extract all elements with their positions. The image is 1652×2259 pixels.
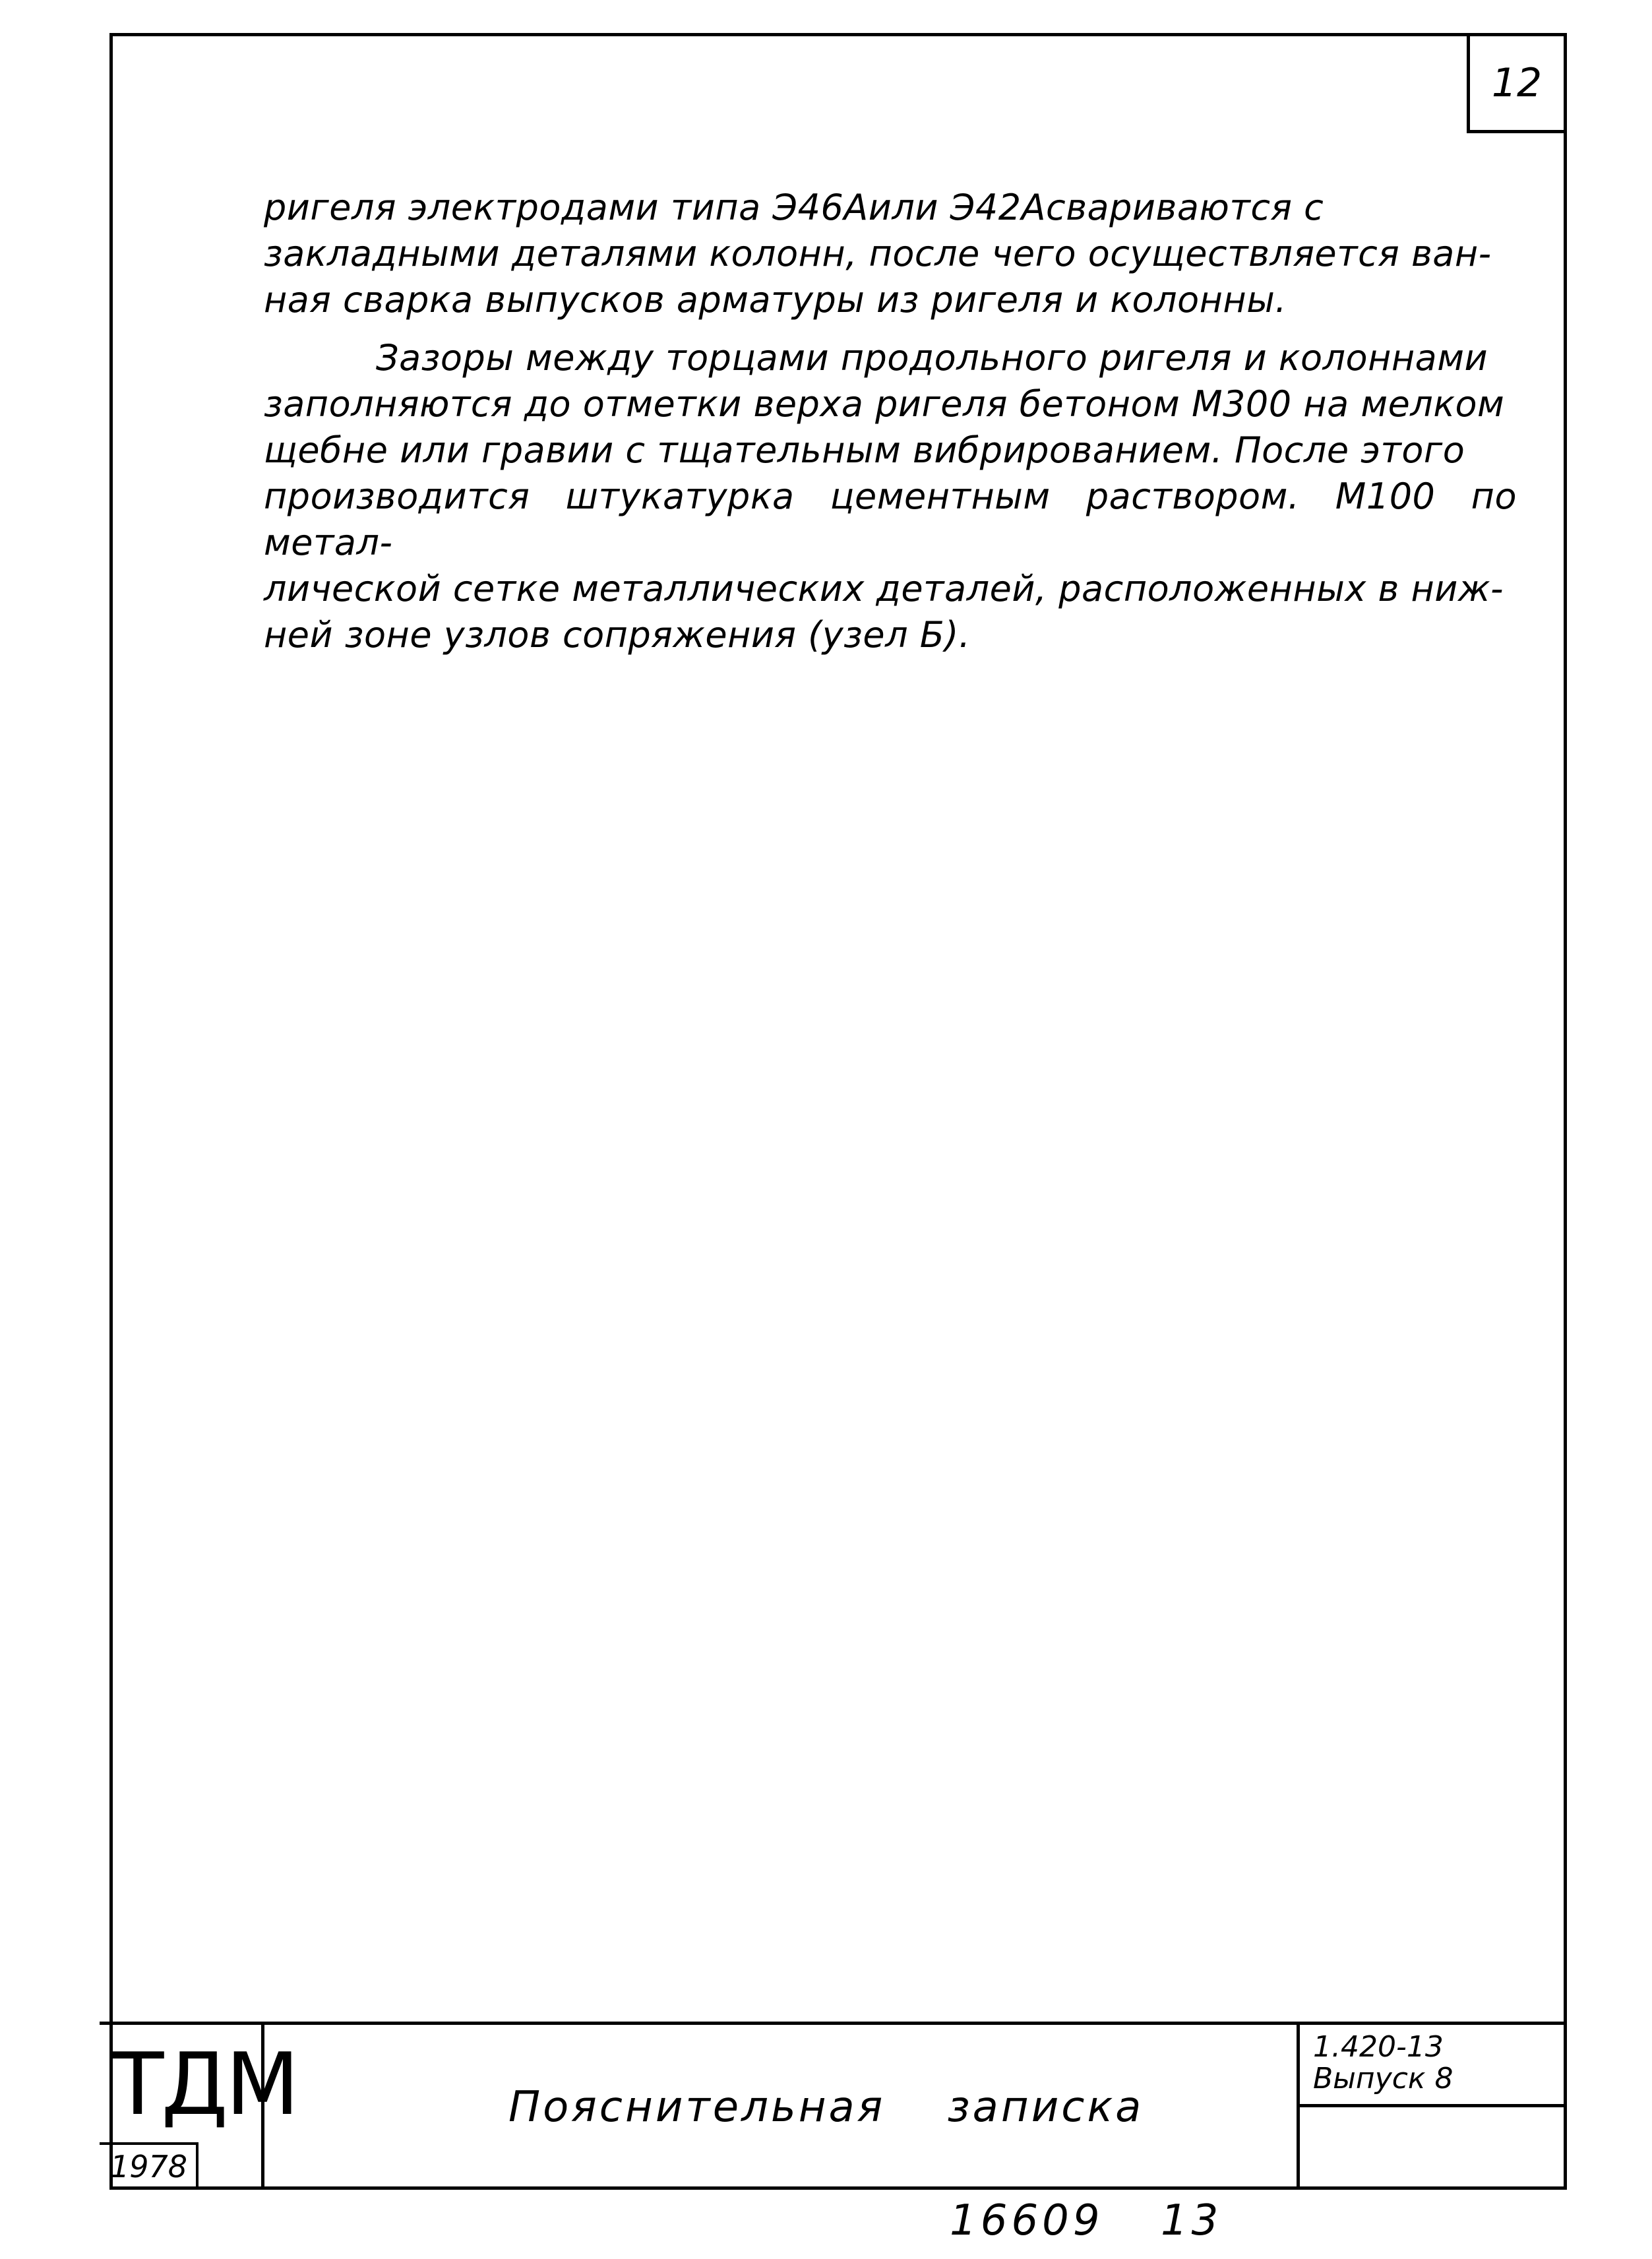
document-title-text: Пояснительная записка: [508, 2083, 1144, 2132]
document-code-cell: [1297, 2025, 1567, 2190]
document-title: [264, 2025, 1399, 2190]
series-code: 1.420-13: [1313, 2030, 1444, 2064]
year-label: 1978: [100, 2142, 199, 2190]
text-line: лической сетке металлических деталей, расположенных в ниж-: [264, 568, 1504, 609]
page-number-box: [1467, 33, 1567, 133]
title-block: [100, 2022, 1567, 2190]
text-line: заполняются до отметки верха ригеля бетоном М300 на мелком: [264, 383, 1505, 425]
paragraph-1: [264, 185, 1517, 323]
document-body: [264, 185, 1517, 670]
text-line: закладными деталями колонн, после чего осуществляется ван-: [264, 233, 1492, 274]
archive-stamp: 16609 13: [950, 2196, 1223, 2245]
text-line: Зазоры между торцами продольного ригеля и колоннами: [376, 337, 1488, 379]
text-line: ригеля электродами типа Э46Аили Э42Асвариваются с: [264, 187, 1324, 228]
organization-logo-cell: [100, 2025, 297, 2190]
text-line: щебне или гравии с тщательным вибрированием. После этого: [264, 429, 1465, 471]
organization-logo: ТДМ: [111, 2034, 297, 2134]
text-line: ней зоне узлов сопряжения (узел Б).: [264, 614, 971, 656]
paragraph-2: [264, 335, 1517, 658]
text-line: производится штукатурка цементным раствором. М100 по метал-: [264, 476, 1517, 563]
page-number: 12: [1491, 60, 1543, 106]
issue-number: Выпуск 8: [1313, 2062, 1453, 2095]
text-line: ная сварка выпусков арматуры из ригеля и колонны.: [264, 279, 1287, 321]
document-code: [1300, 2025, 1567, 2107]
